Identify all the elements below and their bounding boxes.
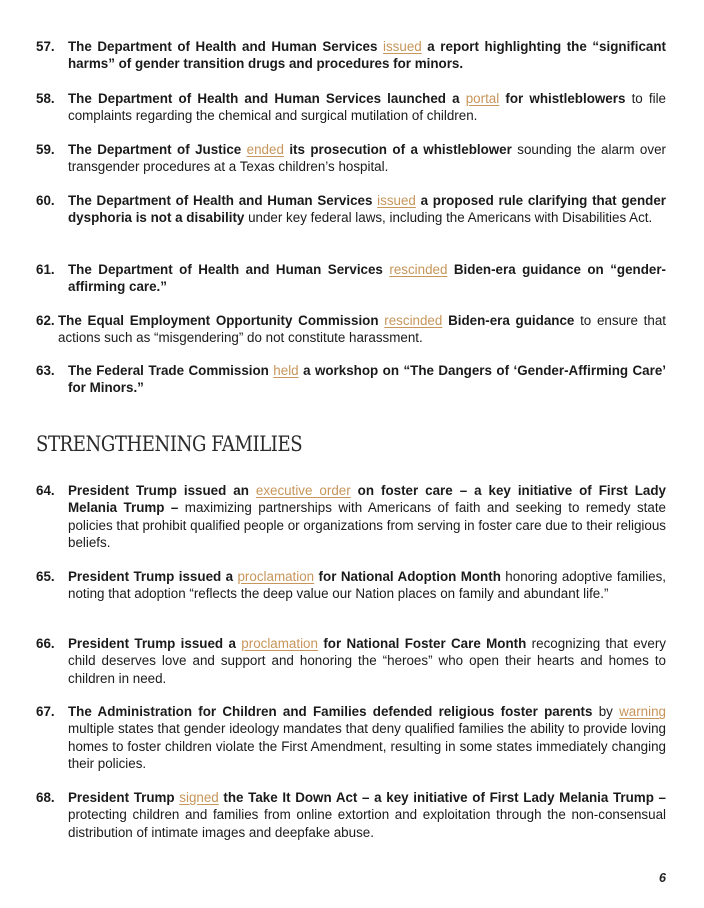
body-text: to ensure that actions such as “misgendering” do not constitute harassment.	[58, 313, 666, 346]
list-item	[36, 482, 666, 552]
item-text	[68, 568, 666, 603]
item-number: 63.	[36, 363, 55, 378]
list-item	[36, 568, 666, 603]
bold-text: the Take It Down Act – a key initiative of First Lady Melania Trump –	[218, 790, 666, 805]
item-text	[68, 789, 666, 841]
body-text: honoring adoptive families, noting that adoption “reflects the deep value our Nation places on family and abundant life.”	[68, 569, 666, 602]
list-item	[36, 362, 666, 397]
bold-text: Biden-era guidance	[442, 313, 575, 328]
item-text	[68, 192, 666, 227]
list-item	[36, 192, 666, 227]
bold-text: on foster care – a key initiative of First Lady Melania Trump –	[68, 483, 666, 516]
item-number: 64.	[36, 483, 55, 498]
bold-text: President Trump issued a	[68, 636, 242, 651]
bold-text: for National Adoption Month	[314, 569, 501, 584]
body-text: to file complaints regarding the chemical and surgical mutilation of children.	[68, 91, 667, 124]
bold-text: The Administration for Children and Families defended religious foster parents	[68, 704, 593, 719]
item-text	[36, 312, 666, 347]
item-number: 57.	[36, 39, 55, 54]
bold-text: a report highlighting the “significant harms” of gender transition drugs and procedures for minors.	[68, 39, 666, 72]
list-item	[36, 789, 666, 841]
source-link[interactable]: ended	[246, 142, 284, 157]
item-number: 62.	[36, 313, 55, 328]
list-item	[36, 261, 666, 296]
list-item	[36, 635, 666, 687]
source-link[interactable]: issued	[383, 39, 422, 54]
body-text: protecting children and families from online extortion and exploitation through the non-consensual distribution of intimate images and deepfake abuse.	[68, 807, 666, 840]
body-text: maximizing partnerships with Americans of faith and seeking to remedy state policies that prohibit qualified people or organizations from serving in foster care due to their religious beliefs.	[68, 500, 666, 551]
source-link[interactable]: issued	[377, 193, 416, 208]
source-link[interactable]: proclamation	[237, 569, 315, 584]
item-number: 67.	[36, 704, 55, 719]
source-link[interactable]: portal	[465, 91, 500, 106]
body-text: under key federal laws, including the Americans with Disabilities Act.	[244, 210, 653, 226]
body-text: sounding the alarm over transgender procedures at a Texas children’s hospital.	[68, 142, 666, 175]
bold-text: The Department of Health and Human Services launched a	[68, 91, 466, 106]
item-number: 65.	[36, 569, 55, 584]
item-number: 66.	[36, 636, 55, 651]
item-text	[68, 362, 666, 397]
list-item	[36, 90, 666, 125]
bold-text: Biden-era guidance on “gender-affirming care.”	[68, 262, 666, 295]
item-text	[68, 38, 666, 73]
source-link[interactable]: rescinded	[384, 313, 443, 328]
body-text: recognizing that every child deserves love and support and honoring the “heroes” who open their hearts and homes to children in need.	[68, 636, 666, 686]
bold-text: The Department of Health and Human Services	[68, 262, 390, 277]
list-item	[36, 38, 666, 73]
bold-text: The Department of Health and Human Services	[68, 39, 383, 54]
bold-text: President Trump issued an	[68, 483, 256, 498]
item-number: 60.	[36, 193, 55, 208]
section-heading: STRENGTHENING FAMILIES	[36, 432, 303, 456]
source-link[interactable]: executive order	[255, 483, 351, 498]
source-link[interactable]: rescinded	[389, 262, 448, 277]
bold-text: its prosecution of a whistleblower	[283, 142, 512, 157]
source-link[interactable]: held	[273, 363, 299, 378]
bold-text: a proposed rule clarifying that gender dysphoria is not a disability	[68, 193, 666, 226]
source-link[interactable]: signed	[179, 790, 219, 805]
body-text: by	[592, 704, 620, 719]
page-number: 6	[659, 871, 666, 885]
bold-text: The Department of Justice	[68, 142, 247, 157]
bold-text: The Federal Trade Commission	[68, 363, 274, 378]
item-number: 61.	[36, 262, 55, 277]
item-text	[68, 482, 666, 552]
item-text	[68, 635, 666, 687]
list-item	[36, 141, 666, 176]
item-number: 58.	[36, 91, 55, 106]
list-item	[36, 703, 666, 773]
item-text	[68, 261, 666, 296]
item-number: 68.	[36, 790, 55, 805]
bold-text: The Department of Health and Human Services	[68, 193, 378, 208]
bold-text: a workshop on “The Dangers of ‘Gender-Affirming Care’ for Minors.”	[68, 363, 666, 396]
list-item	[36, 312, 666, 347]
source-link[interactable]: proclamation	[241, 636, 318, 651]
bold-text: President Trump	[68, 790, 180, 805]
bold-text: The Equal Employment Opportunity Commission	[58, 313, 385, 328]
bold-text: for National Foster Care Month	[317, 636, 527, 651]
body-text: multiple states that gender ideology mandates that deny qualified families the ability to provide loving homes to foster children violate the First Amendment, resulting in some states immediately changing their policies.	[68, 721, 666, 772]
item-text	[68, 703, 666, 773]
bold-text: for whistleblowers	[499, 91, 626, 106]
item-text	[68, 90, 666, 125]
item-text	[68, 141, 666, 176]
source-link[interactable]: warning	[619, 704, 666, 719]
bold-text: President Trump issued a	[68, 569, 238, 584]
item-number: 59.	[36, 142, 55, 157]
